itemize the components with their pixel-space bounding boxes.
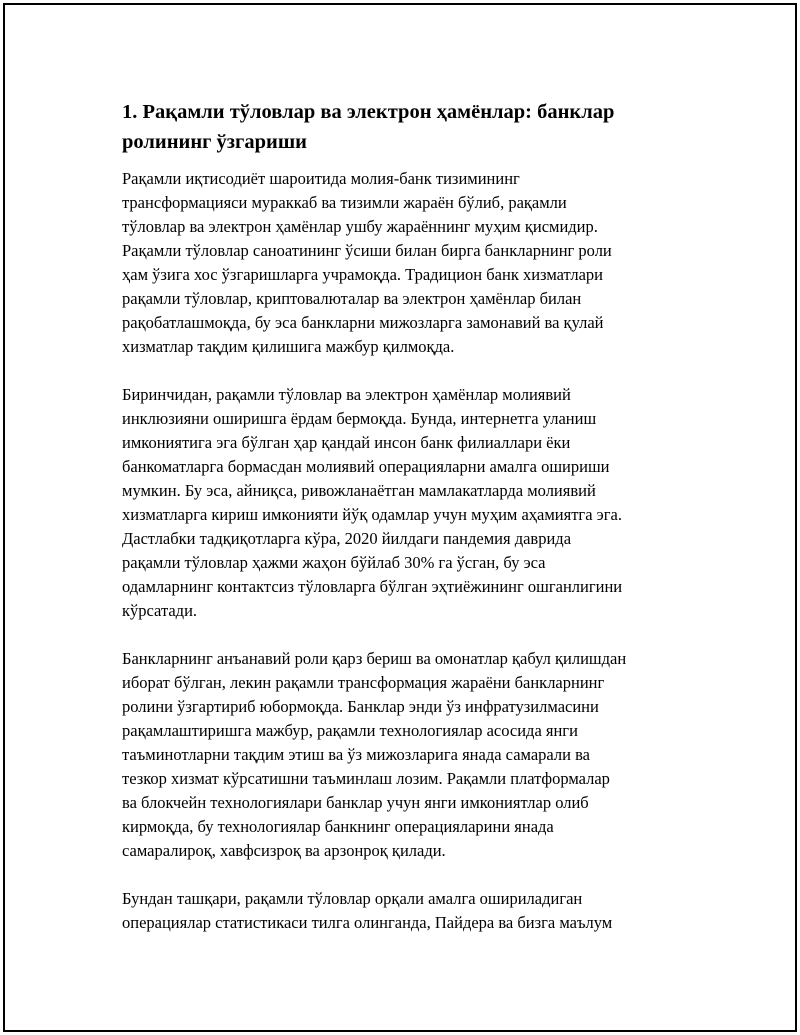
heading-line: ролининг ўзгариши — [122, 131, 307, 153]
paragraph-inclusion — [122, 383, 702, 623]
text-line: ва блокчейн технологиялари банклар учун янги имкониятлар олиб — [122, 793, 589, 812]
text-line: трансформацияси мураккаб ва тизимли жараён бўлиб, рақамли — [122, 193, 567, 212]
text-line: Биринчидан, рақамли тўловлар ва электрон ҳамёнлар молиявий — [122, 385, 571, 404]
text-line: Бундан ташқари, рақамли тўловлар орқали амалга ошириладиган — [122, 889, 583, 908]
text-line: операциялар статистикаси тилга олинганда, Пайдера ва бизга маълум — [122, 913, 613, 932]
text-line: рақобатлашмоқда, бу эса банкларни мижозларга замонавий ва қулай — [122, 313, 604, 332]
text-line: мумкин. Бу эса, айниқса, ривожланаётган мамлакатларда молиявий — [122, 481, 596, 500]
text-line: Дастлабки тадқиқотларга кўра, 2020 йилдаги пандемия даврида — [122, 529, 572, 548]
heading-line: 1. Рақамли тўловлар ва электрон ҳамёнлар: банклар — [122, 101, 615, 123]
text-line: рақамли тўловлар, криптовалюталар ва электрон ҳамёнлар билан — [122, 289, 582, 308]
text-line: имкониятига эга бўлган ҳар қандай инсон банк филиаллари ёки — [122, 433, 571, 452]
text-line: инклюзияни оширишга ёрдам бермоқда. Бунда, интернетга уланиш — [122, 409, 597, 428]
text-line: таъминотларни тақдим этиш ва ўз мижозларига янада самарали ва — [122, 745, 590, 764]
text-line: тўловлар ва электрон ҳамёнлар ушбу жараённинг муҳим қисмидир. — [122, 217, 598, 236]
text-line: рақамлаштиришга мажбур, рақамли технологиялар асосида янги — [122, 721, 578, 740]
text-line: самаралироқ, хавфсизроқ ва арзонроқ қилади. — [122, 841, 446, 860]
text-line: банкоматларга бормасдан молиявий операцияларни амалга ошириши — [122, 457, 610, 476]
section-heading — [122, 97, 702, 157]
text-line: Рақамли иқтисодиёт шароитида молия-банк тизимининг — [122, 169, 520, 188]
page-frame — [3, 3, 797, 1032]
text-line: хизматлар тақдим қилишига мажбур қилмоқда. — [122, 337, 455, 356]
text-line: одамларнинг контактсиз тўловларга бўлган эҳтиёжининг ошганлигини — [122, 577, 623, 596]
paragraph-banks-role — [122, 647, 702, 863]
paragraph-statistics — [122, 887, 702, 935]
document-body — [122, 97, 702, 959]
text-line: ҳам ўзига хос ўзгаришларга учрамоқда. Традицион банк хизматлари — [122, 265, 603, 284]
paragraph-intro — [122, 167, 702, 359]
text-line: тезкор хизмат кўрсатишни таъминлаш лозим. Рақамли платформалар — [122, 769, 610, 788]
text-line: ролини ўзгартириб юбормоқда. Банклар энди ўз инфратузилмасини — [122, 697, 599, 716]
text-line: хизматларга кириш имконияти йўқ одамлар учун муҳим аҳамиятга эга. — [122, 505, 622, 524]
text-line: кирмоқда, бу технологиялар банкнинг операцияларини янада — [122, 817, 554, 836]
text-line: Банкларнинг анъанавий роли қарз бериш ва омонатлар қабул қилишдан — [122, 649, 627, 668]
text-line: Рақамли тўловлар саноатининг ўсиши билан бирга банкларнинг роли — [122, 241, 612, 260]
text-line: кўрсатади. — [122, 601, 198, 620]
text-line: рақамли тўловлар ҳажми жаҳон бўйлаб 30% га ўсган, бу эса — [122, 553, 546, 572]
text-line: иборат бўлган, лекин рақамли трансформация жараёни банкларнинг — [122, 673, 605, 692]
